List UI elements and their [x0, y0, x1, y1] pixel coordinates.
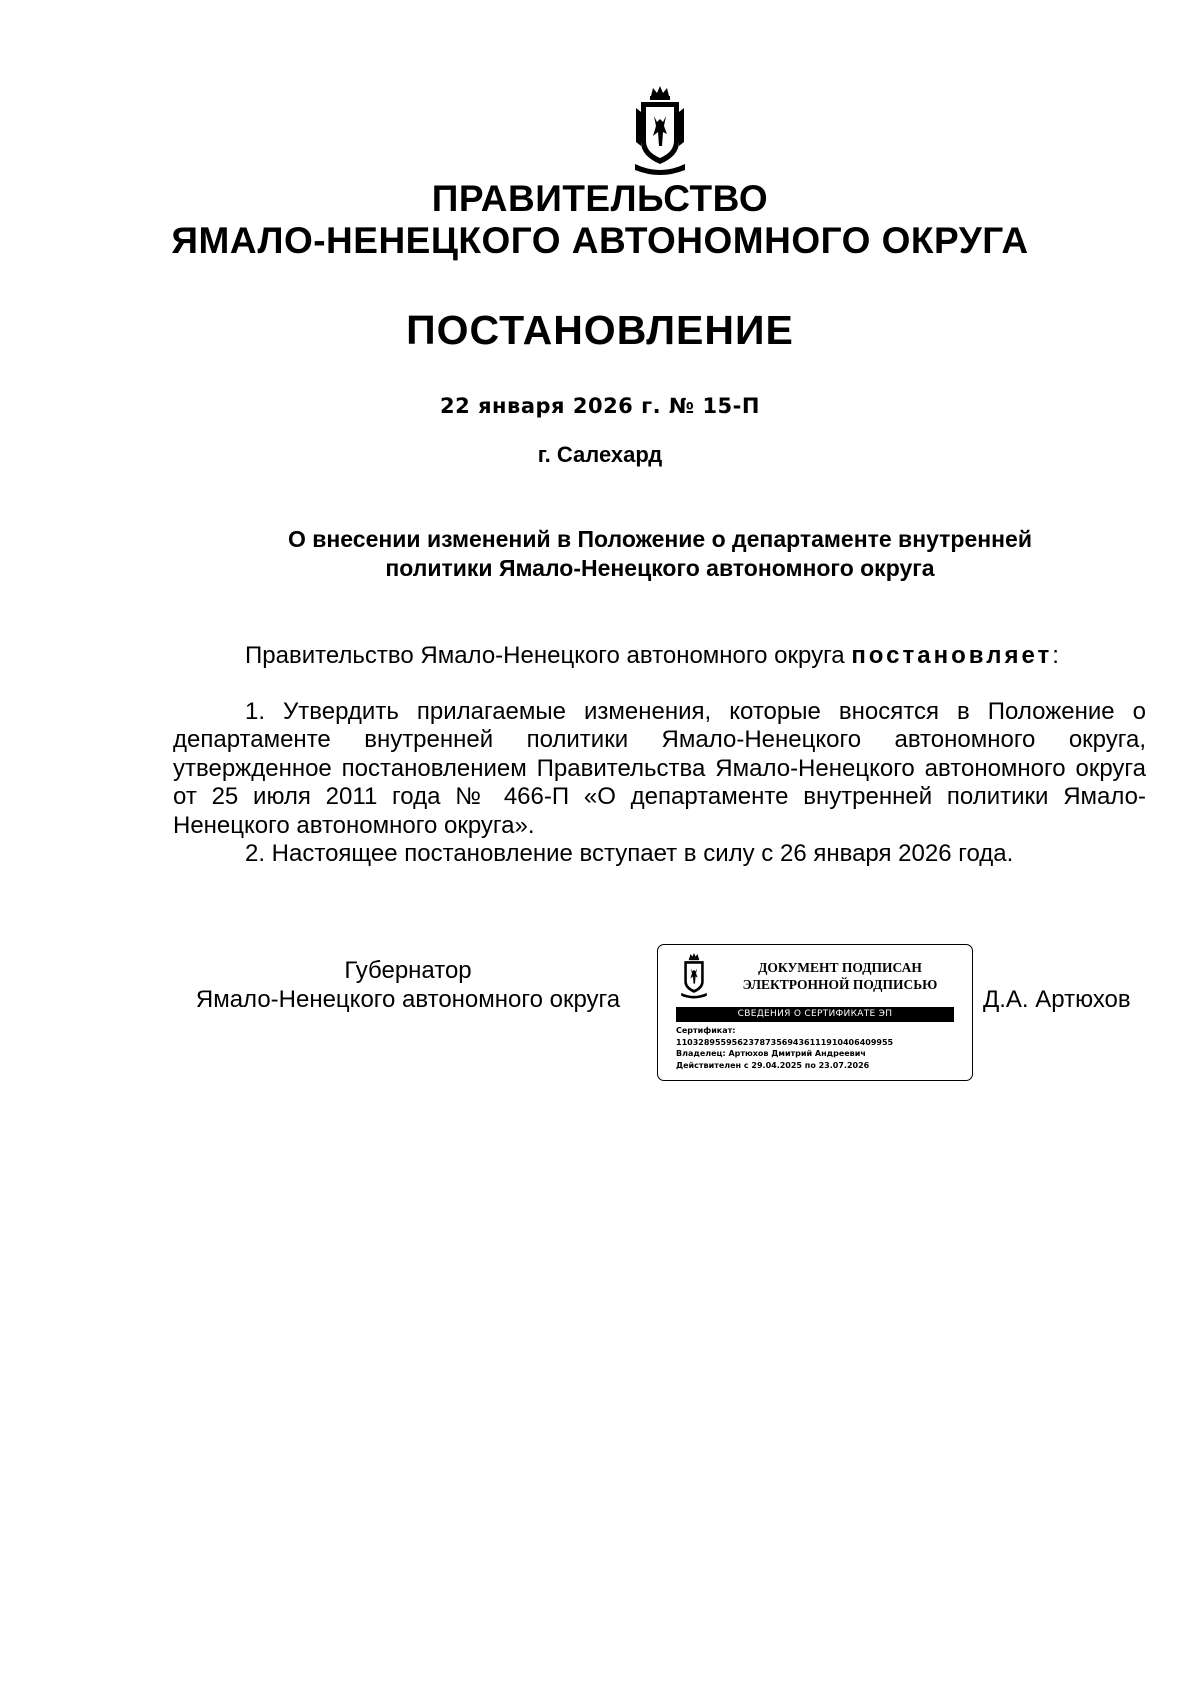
signatory-name: Д.А. Артюхов [983, 986, 1131, 1013]
government-title-line2: ЯМАЛО-НЕНЕЦКОГО АВТОНОМНОГО ОКРУГА [171, 220, 1029, 261]
subject-line2: политики Ямало-Ненецкого автономного округа [385, 555, 935, 581]
preamble-verb: постановляет [851, 642, 1053, 669]
document-city: г. Салехард [537, 442, 663, 467]
subject-line1: О внесении изменений в Положение о департаменте внутренней [288, 526, 1032, 552]
signatory-position-line2: Ямало-Ненецкого автономного округа [195, 986, 621, 1013]
document-subject [200, 525, 1120, 583]
certificate-owner: Владелец: Артюхов Дмитрий Андреевич [676, 1049, 866, 1059]
stamp-title-line1: ДОКУМЕНТ ПОДПИСАН [758, 960, 922, 975]
signatory-position [173, 956, 643, 1014]
certificate-label: Сертификат: [676, 1026, 736, 1035]
signatory-position-line1: Губернатор [344, 957, 472, 984]
certificate-validity: Действителен с 29.04.2025 по 23.07.2026 [676, 1060, 870, 1070]
resolution-item-1: 1. Утвердить прилагаемые изменения, которые вносятся в Положение о департаменте внутренней политики Ямало-Ненецкого автономного округа, утвержденное постановлением Правительства Ямало-Ненецкого автономного округа от 25 июля 2011 года № 466-П «О департаменте внутренней политики Ямало-Ненецкого автономного округа». [173, 698, 1146, 839]
yamal-coat-of-arms-icon [633, 86, 687, 176]
preamble-text: Правительство Ямало-Ненецкого автономного округа [245, 642, 852, 669]
government-title-line1: ПРАВИТЕЛЬСТВО [431, 178, 769, 219]
stamp-coat-of-arms-icon [680, 953, 708, 999]
stamp-title [720, 959, 960, 993]
document-type: ПОСТАНОВЛЕНИЕ [406, 307, 794, 353]
stamp-certificate-info [676, 1025, 966, 1071]
resolution-items [173, 698, 1146, 868]
stamp-title-line2: ЭЛЕКТРОННОЙ ПОДПИСЬЮ [742, 977, 938, 992]
certificate-number: 110328955956237873569436111910406409955 [676, 1037, 894, 1047]
stamp-certificate-bar: СВЕДЕНИЯ О СЕРТИФИКАТЕ ЭП [676, 1007, 954, 1022]
electronic-signature-stamp [657, 944, 973, 1081]
preamble [245, 641, 1059, 671]
resolution-item-2: 2. Настоящее постановление вступает в силу с 26 января 2026 года. [245, 840, 1014, 868]
document-date-number: 22 января 2026 г. № 15-П [440, 394, 760, 418]
preamble-end: : [1052, 642, 1059, 669]
